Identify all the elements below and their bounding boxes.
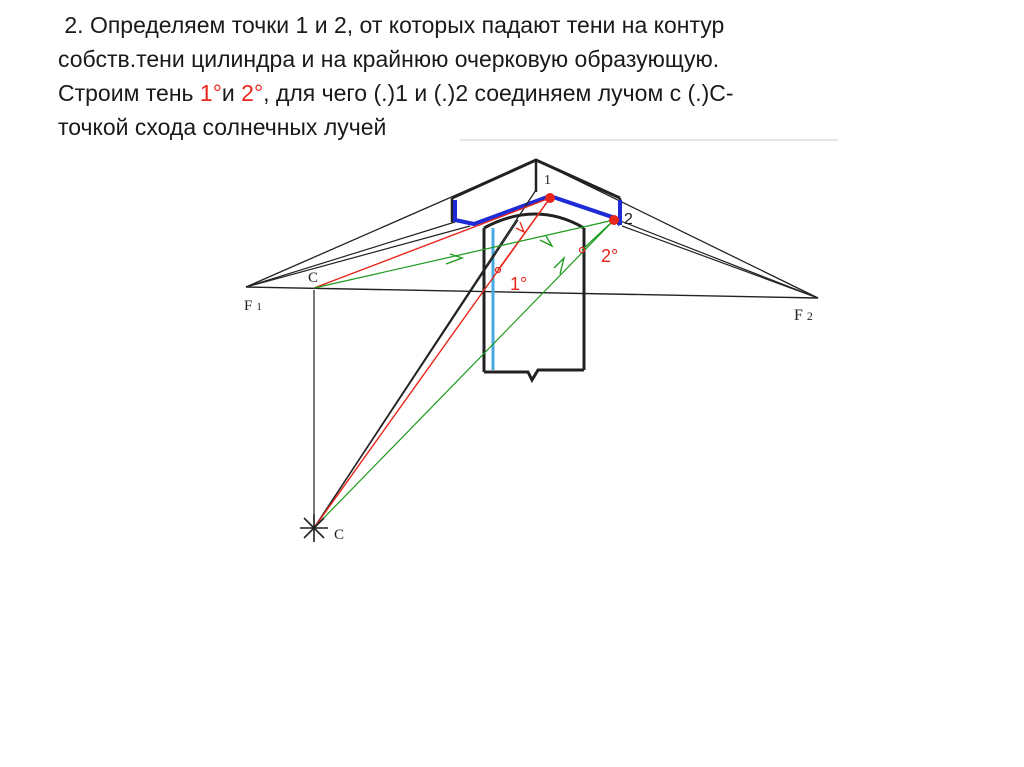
label-f2-sub: 2 bbox=[806, 309, 813, 323]
text-shadow-1-ref: 1° bbox=[199, 80, 222, 106]
point-1-marker bbox=[545, 193, 555, 203]
text-line-3-c: и bbox=[221, 80, 242, 106]
arrow-green-lower bbox=[554, 258, 564, 274]
capital-shadow-contour bbox=[455, 196, 620, 225]
label-f2 bbox=[794, 307, 813, 324]
label-shadow-1: 1° bbox=[510, 274, 528, 294]
text-shadow-2-ref: 2° bbox=[241, 80, 264, 106]
capital-right-converge-2 bbox=[622, 226, 818, 298]
text-line-3-e: , для чего (.)1 и (.)2 соединяем лучом с (.)С- bbox=[263, 80, 734, 106]
label-c-upper: C bbox=[308, 270, 319, 286]
sun-star-icon bbox=[300, 514, 328, 542]
label-f1 bbox=[244, 298, 262, 314]
label-point-1: 1 bbox=[544, 173, 551, 188]
text-line-1-content: 2. Определяем точки 1 и 2, от которых падают тени на контур bbox=[64, 12, 725, 38]
label-point-2: 2 bbox=[624, 211, 633, 228]
label-f2-main: F bbox=[794, 307, 803, 324]
label-f1-main: F bbox=[244, 298, 253, 314]
label-f1-sub: 1 bbox=[256, 301, 262, 313]
point-2-marker bbox=[609, 215, 619, 225]
capital-right-converge-1 bbox=[618, 220, 818, 298]
label-shadow-2: 2° bbox=[601, 246, 619, 266]
black-ray-2 bbox=[314, 220, 518, 528]
capital-left-converge-1 bbox=[246, 222, 455, 287]
text-line-3-a: Строим тень bbox=[58, 80, 200, 106]
green-ray-lower bbox=[314, 220, 614, 528]
cylinder-break-line bbox=[484, 370, 584, 380]
text-line-2: собств.тени цилиндра и на крайнюю очерковую образующую. bbox=[58, 46, 720, 72]
horizon-line bbox=[246, 287, 818, 298]
arrow-green-middle bbox=[540, 236, 552, 246]
text-line-4: точкой схода солнечных лучей bbox=[58, 114, 387, 140]
label-c-lower: C bbox=[334, 527, 345, 543]
arrow-red bbox=[516, 222, 524, 232]
